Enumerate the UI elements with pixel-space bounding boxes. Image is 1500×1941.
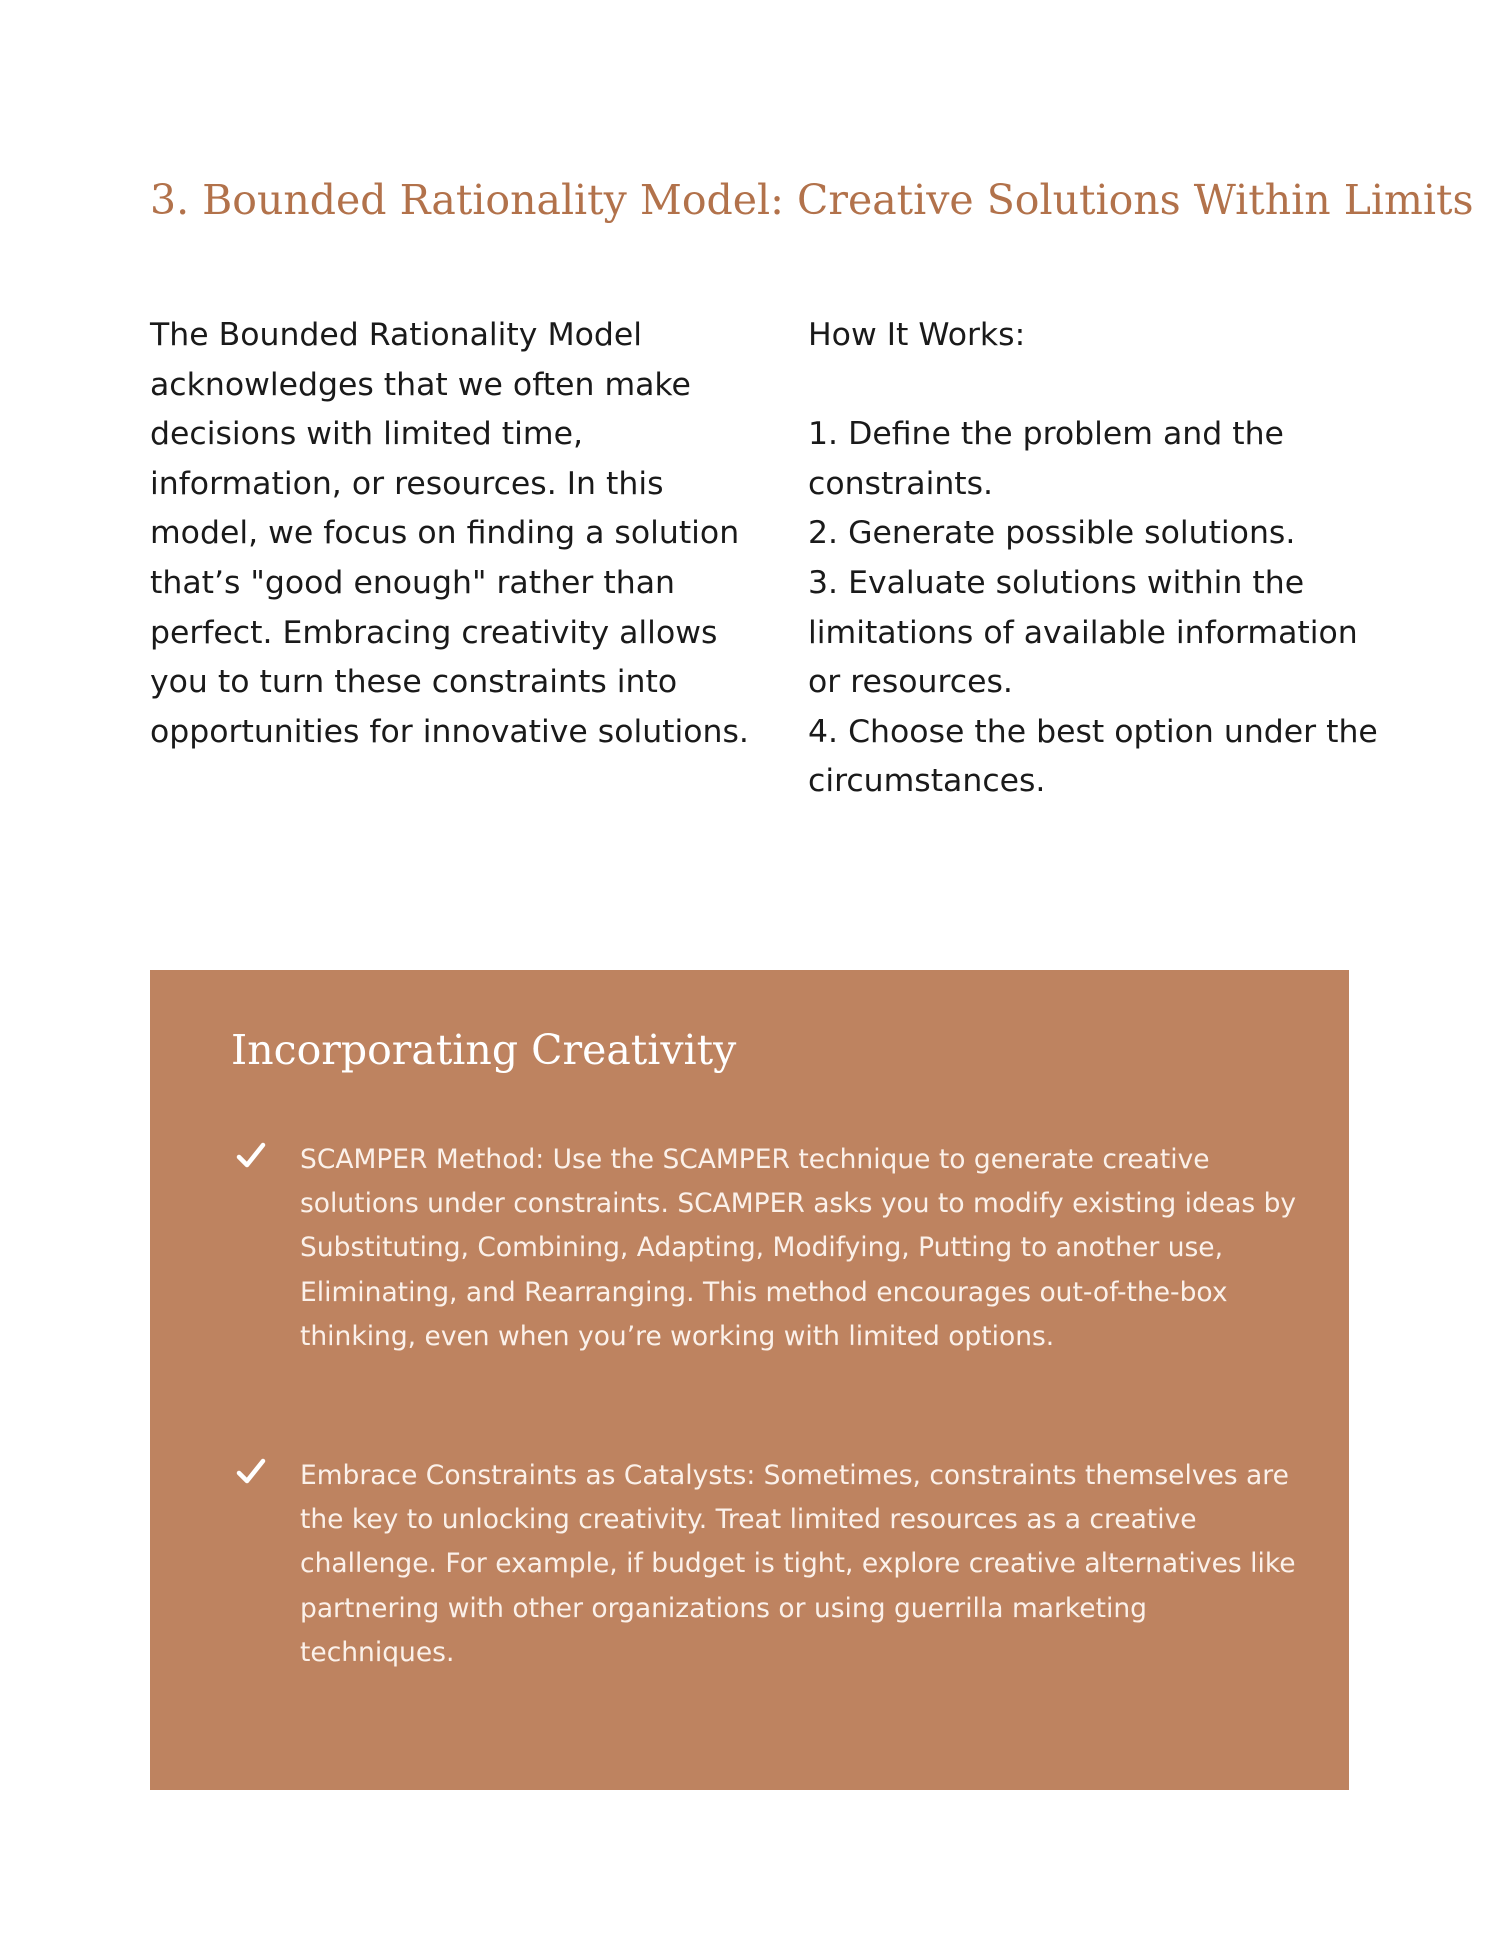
- intro-paragraph: The Bounded Rationality Model acknowledges that we often make decisions with limited time, information, or resources. In this model, we focus on finding a solution that’s "good enough" rather than perfect. Embracing creativity allows you to turn these constraints into opportunities for innovative solutions.: [150, 317, 749, 750]
- step-item: 1. Define the problem and the constraints.: [808, 416, 1284, 502]
- step-item: 4. Choose the best option under the circumstances.: [808, 713, 1378, 800]
- how-it-works-heading: How It Works:: [808, 317, 1026, 353]
- creativity-item-text: Embrace Constraints as Catalysts: Sometimes, constraints themselves are the key to unlocking creativity. Treat limited resources as a creative challenge. For example, if budget is tight, explore creative alternatives like partnering with other organizations or using guerrilla marketing techniques.: [300, 1460, 1296, 1668]
- creativity-item-text: SCAMPER Method: Use the SCAMPER technique to generate creative solutions under constraints. SCAMPER asks you to modify existing ideas by Substituting, Combining, Adapting, Modifying, Putting to another use, Eliminating, and Rearranging. This method encourages out-of-the-box thinking, even when you’re working with limited options.: [300, 1144, 1297, 1352]
- check-icon: [231, 1452, 271, 1492]
- creativity-callout: [150, 970, 1349, 1790]
- step-item: 2. Generate possible solutions.: [808, 515, 1296, 552]
- intro-column: [150, 311, 750, 757]
- page-title: 3. Bounded Rationality Model: Creative Solutions Within Limits: [150, 176, 1474, 224]
- callout-title: Incorporating Creativity: [231, 1026, 737, 1074]
- step-item: 3. Evaluate solutions within the limitations of available information or resources.: [808, 564, 1358, 701]
- check-icon: [231, 1136, 271, 1176]
- how-it-works-column: [808, 311, 1388, 807]
